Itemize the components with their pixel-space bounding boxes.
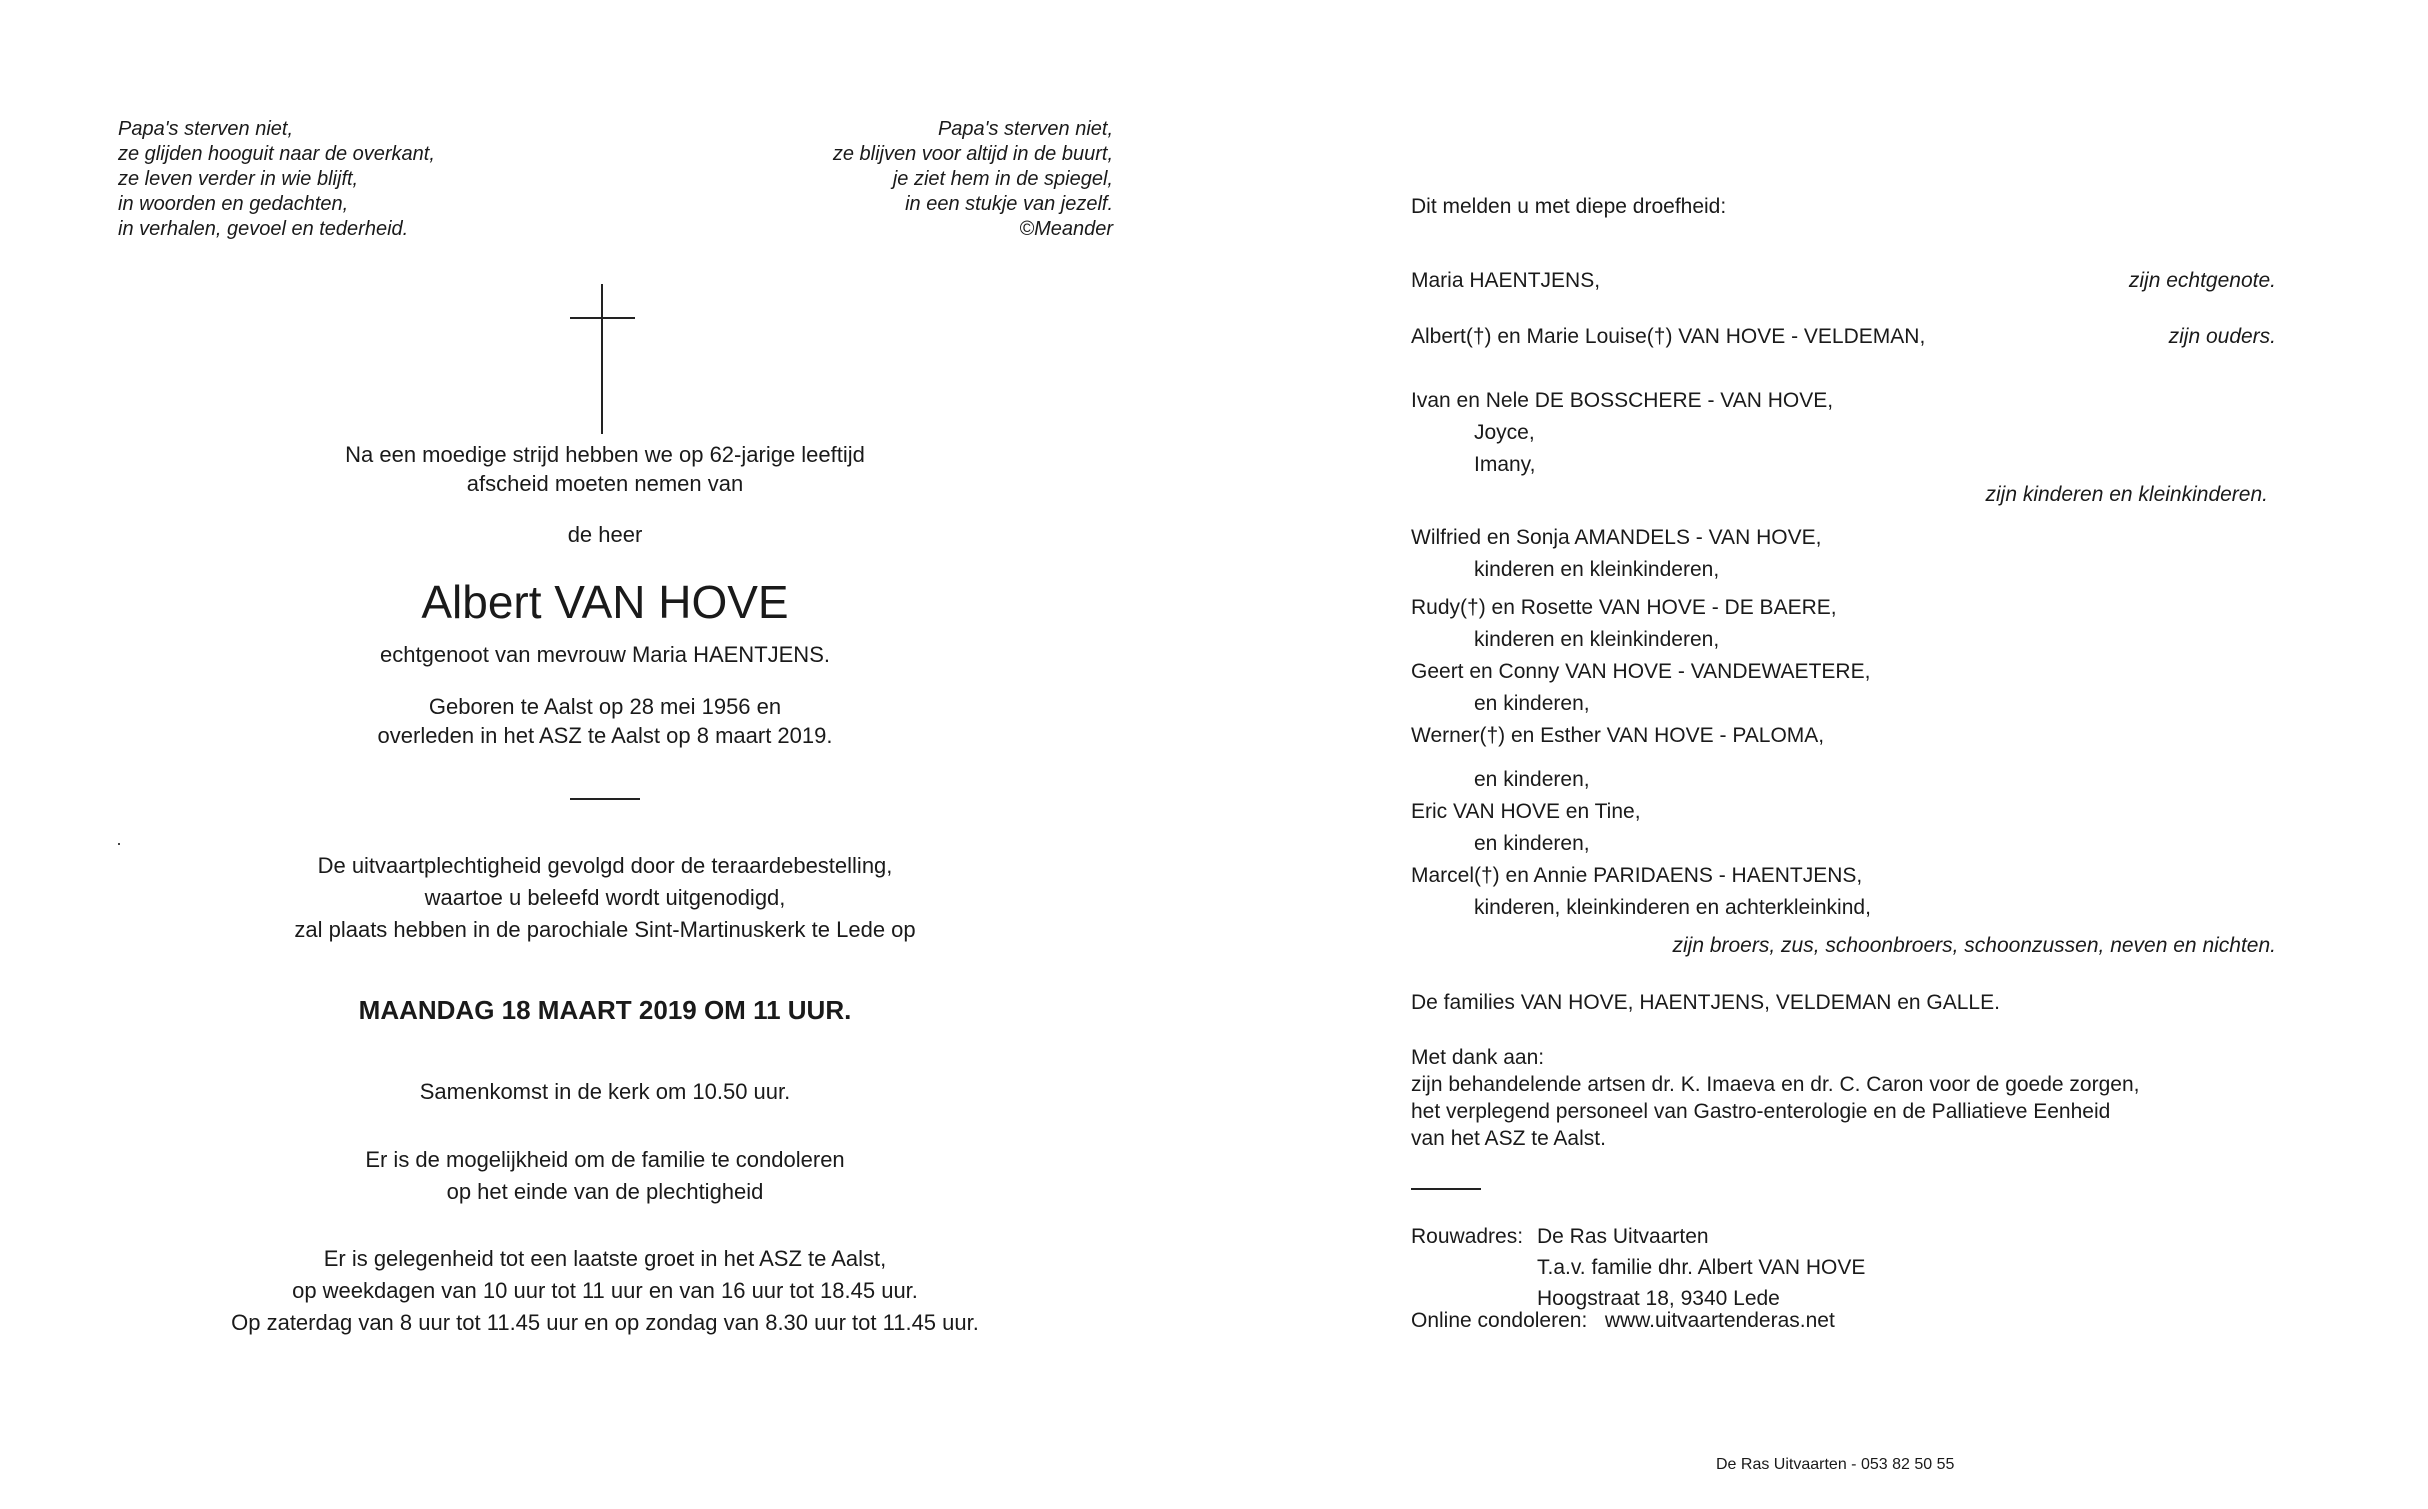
- ceremony-line-1: De uitvaartplechtigheid gevolgd door de teraardebestelling,: [317, 853, 893, 878]
- poem-line: ze leven verder in wie blijft,: [118, 168, 359, 190]
- siblings-relation: zijn broers, zus, schoonbroers, schoonzussen, neven en nichten.: [1672, 934, 2276, 957]
- deceased-name: Albert VAN HOVE: [421, 576, 789, 628]
- grandchild-entry: Joyce,: [1474, 421, 1535, 444]
- address-line-3: Hoogstraat 18, 9340 Lede: [1537, 1287, 1780, 1310]
- sibling-sub: en kinderen,: [1474, 768, 1590, 791]
- ceremony-info: [150, 850, 1060, 946]
- condolence-line-1: Er is de mogelijkheid om de familie te condoleren: [365, 1147, 845, 1172]
- parents-name: Albert(†) en Marie Louise(†) VAN HOVE - VELDEMAN,: [1411, 325, 1926, 348]
- sibling-sub: en kinderen,: [1474, 832, 1590, 855]
- address-line-1: De Ras Uitvaarten: [1537, 1225, 1709, 1248]
- thanks-line-3: van het ASZ te Aalst.: [1411, 1127, 1606, 1150]
- announcement-intro: [150, 440, 1060, 498]
- parents-relation: zijn ouders.: [2168, 325, 2276, 348]
- intro-line-2: afscheid moeten nemen van: [466, 471, 744, 496]
- children-block: [1411, 385, 1833, 481]
- poem-right: [600, 117, 1113, 242]
- birth-death-info: [150, 692, 1060, 750]
- thanks-block: [1411, 1044, 2139, 1152]
- sibling-entry: Rudy(†) en Rosette VAN HOVE - DE BAERE,: [1411, 596, 1837, 619]
- poem-line: in verhalen, gevoel en tederheid.: [118, 218, 409, 240]
- footer-text: De Ras Uitvaarten - 053 82 50 55: [1716, 1456, 1955, 1473]
- thanks-line-2: het verplegend personeel van Gastro-enterologie en de Palliatieve Eenheid: [1411, 1100, 2111, 1123]
- born-line: Geboren te Aalst op 28 mei 1956 en: [428, 694, 782, 719]
- children-relation: zijn kinderen en kleinkinderen.: [1985, 483, 2268, 506]
- poem-line: in woorden en gedachten,: [118, 193, 349, 215]
- sibling-entry: Wilfried en Sonja AMANDELS - VAN HOVE,: [1411, 526, 1822, 549]
- deceased-spouse: echtgenoot van mevrouw Maria HAENTJENS.: [380, 642, 830, 667]
- sibling-entry: Geert en Conny VAN HOVE - VANDEWAETERE,: [1411, 660, 1871, 683]
- gathering-info: Samenkomst in de kerk om 10.50 uur.: [419, 1079, 791, 1104]
- condolence-info: [150, 1144, 1060, 1208]
- poem-line: in een stukje van jezelf.: [905, 193, 1113, 215]
- separator-line: [1411, 1188, 1481, 1190]
- poem-left: [118, 117, 435, 242]
- visit-line-3: Op zaterdag van 8 uur tot 11.45 uur en op zondag van 8.30 uur tot 11.45 uur.: [231, 1310, 979, 1335]
- poem-line: je ziet hem in de spiegel,: [892, 168, 1113, 190]
- poem-line: ze blijven voor altijd in de buurt,: [832, 143, 1113, 165]
- thanks-line-1: zijn behandelende artsen dr. K. Imaeva en dr. C. Caron voor de goede zorgen,: [1411, 1073, 2140, 1096]
- families-line: De families VAN HOVE, HAENTJENS, VELDEMAN en GALLE.: [1411, 991, 2000, 1014]
- sibling-entry: Eric VAN HOVE en Tine,: [1411, 800, 1641, 823]
- siblings-block-3: [1411, 764, 1871, 924]
- poem-line: Papa's sterven niet,: [937, 118, 1113, 140]
- sibling-sub: en kinderen,: [1474, 692, 1590, 715]
- visit-line-2: op weekdagen van 10 uur tot 11 uur en van 16 uur tot 18.45 uur.: [292, 1278, 918, 1303]
- poem-credit: ©Meander: [1019, 218, 1113, 240]
- spouse-relation: zijn echtgenote.: [2128, 269, 2276, 292]
- online-label: Online condoleren:: [1411, 1309, 1588, 1332]
- separator-line: [570, 798, 640, 800]
- cross-icon: [601, 284, 603, 434]
- died-line: overleden in het ASZ te Aalst op 8 maart 2019.: [377, 723, 833, 748]
- siblings-block-1: [1411, 522, 1821, 586]
- sibling-sub: kinderen en kleinkinderen,: [1474, 628, 1720, 651]
- visit-info: [150, 1243, 1060, 1339]
- condolence-line-2: op het einde van de plechtigheid: [446, 1179, 764, 1204]
- ceremony-line-2: waartoe u beleefd wordt uitgenodigd,: [424, 885, 786, 910]
- poem-line: Papa's sterven niet,: [118, 118, 294, 140]
- siblings-block-2: [1411, 592, 1870, 752]
- ceremony-line-3: zal plaats hebben in de parochiale Sint-Martinuskerk te Lede op: [294, 917, 916, 942]
- thanks-heading: Met dank aan:: [1411, 1046, 1545, 1069]
- visit-line-1: Er is gelegenheid tot een laatste groet in het ASZ te Aalst,: [323, 1246, 887, 1271]
- grandchild-entry: Imany,: [1474, 453, 1536, 476]
- online-condolence: [1411, 1307, 1835, 1334]
- poem-line: ze glijden hooguit naar de overkant,: [118, 143, 435, 165]
- online-url-link[interactable]: www.uitvaartenderas.net: [1604, 1309, 1835, 1332]
- sibling-entry: Werner(†) en Esther VAN HOVE - PALOMA,: [1411, 724, 1825, 747]
- sibling-entry: Marcel(†) en Annie PARIDAENS - HAENTJENS,: [1411, 864, 1863, 887]
- child-entry: Ivan en Nele DE BOSSCHERE - VAN HOVE,: [1411, 389, 1834, 412]
- speck-mark: [118, 843, 120, 845]
- sibling-sub: kinderen, kleinkinderen en achterkleinkind,: [1474, 896, 1871, 919]
- cross-icon-bar: [570, 317, 635, 319]
- address-line-2: T.a.v. familie dhr. Albert VAN HOVE: [1537, 1256, 1866, 1279]
- family-heading: Dit melden u met diepe droefheid:: [1411, 195, 1727, 218]
- address-block: [1537, 1221, 1865, 1314]
- ceremony-date: MAANDAG 18 MAART 2019 OM 11 UUR.: [358, 995, 852, 1025]
- spouse-name: Maria HAENTJENS,: [1411, 269, 1601, 292]
- sibling-sub: kinderen en kleinkinderen,: [1474, 558, 1720, 581]
- address-label: Rouwadres:: [1411, 1225, 1524, 1248]
- deceased-title: de heer: [567, 522, 643, 547]
- intro-line-1: Na een moedige strijd hebben we op 62-jarige leeftijd: [345, 442, 865, 467]
